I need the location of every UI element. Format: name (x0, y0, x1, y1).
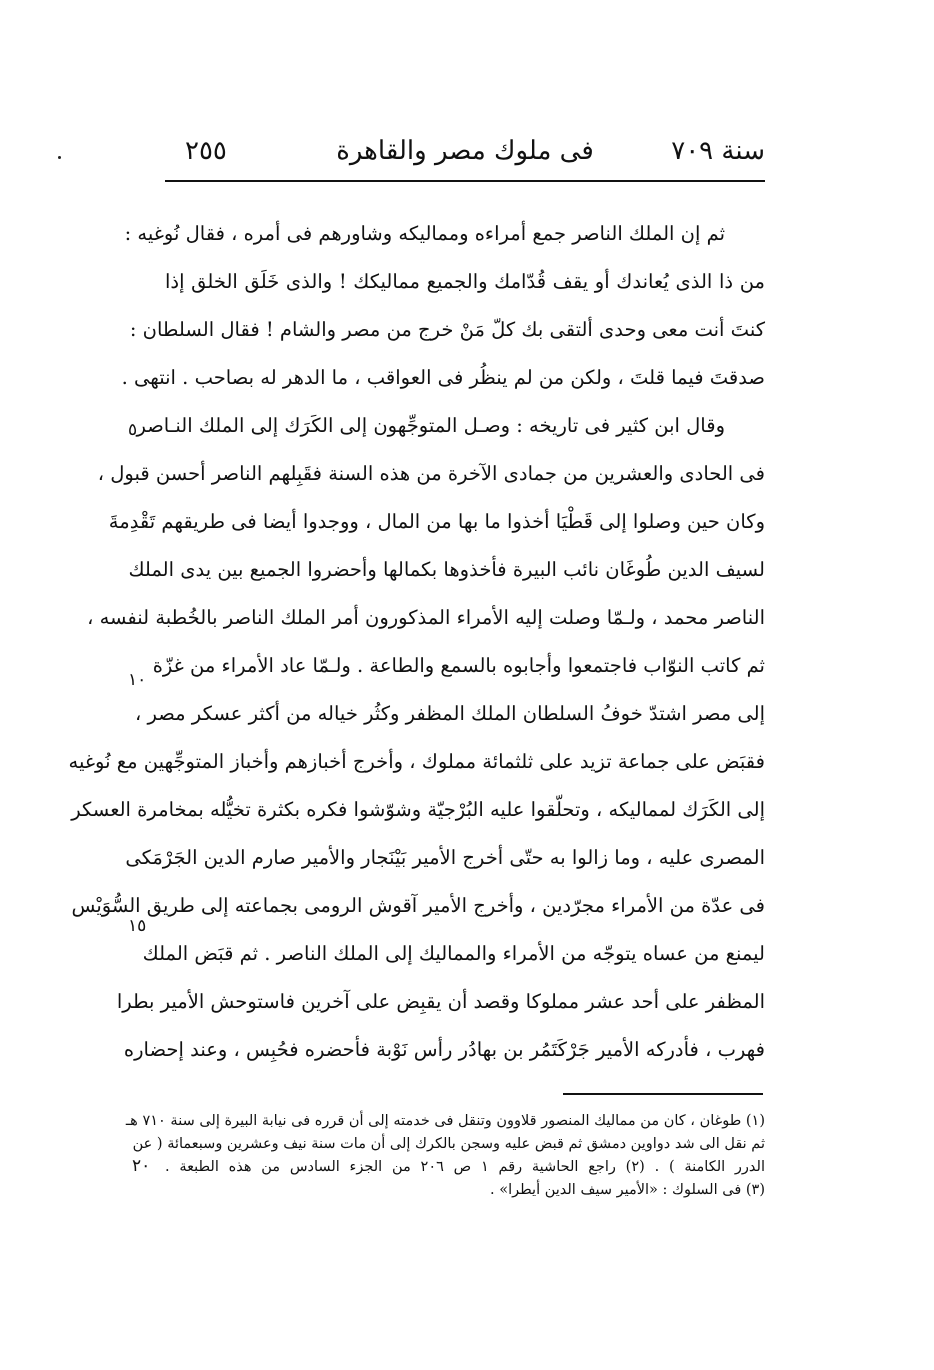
page-number: ٢٥٥ (185, 136, 227, 166)
line-number-marker: ١٠ (128, 670, 147, 690)
text-line: المصرى عليه ، وما زالوا به حتّى أخرج الأمير بَيْنَجار والأمير صارم الدين الجَرْمَكى (125, 846, 765, 869)
text-line: ثم كاتب النوّاب فاجتمعوا وأجابوه بالسمع والطاعة . ولـمّا عاد الأمراء من غزّة (152, 654, 765, 677)
text-line: إلى الكَرَك لمماليكه ، وتحلّقوا عليه البُرْجيّة وشوّشوا فكره بكثرة تخيُّله بمخامرة العسكر (71, 798, 765, 821)
text-line: ليمنع من عساه يتوجّه من الأمراء والمماليك إلى الملك الناصر . ثم قبَض الملك (142, 942, 765, 965)
header-rule (165, 180, 765, 182)
stray-ink-dot (58, 156, 61, 159)
text-line: المظفر على أحد عشر مملوكا وقصد أن يقبِض على آخرين فاستوحش الأمير بطرا (116, 990, 765, 1013)
line-number-marker: ٢٠ (132, 1156, 151, 1176)
line-number-marker: ١٥ (128, 916, 147, 936)
text-line: ثم إن الملك الناصر جمع أمراءه ومماليكه وشاورهم فى أمره ، فقال نُوغيه : (124, 222, 725, 245)
text-line: وكان حين وصلوا إلى قَطْيَا أخذوا ما بها من المال ، ووجدوا أيضا فى طريقهم تَقْدِمةَ (108, 510, 765, 533)
header-title: فى ملوك مصر والقاهرة (336, 136, 594, 166)
text-line: وقال ابن كثير فى تاريخه : وصـل المتوجِّهون إلى الكَرَك إلى الملك النـاصر (136, 414, 725, 437)
page-header (165, 128, 765, 176)
text-line: فهرب ، فأدركه الأمير جَرْكَتَمُر بن بهادُر رأس نَوْبة فأحضره فحُبِس ، وعند إحضاره (123, 1038, 765, 1061)
text-line: الناصر محمد ، ولـمّا وصلت إليه الأمراء المذكورون أمر الملك الناصر بالخُطبة لنفسه ، (87, 606, 765, 629)
header-year: سنة ٧٠٩ (671, 136, 765, 166)
footnotes (125, 1110, 765, 1202)
text-line: من ذا الذى يُعاندك أو يقف قُدّامك والجميع مماليكك ! والذى خَلَق الخلق إذا (165, 270, 765, 293)
text-line: فى الحادى والعشرين من جمادى الآخرة من هذه السنة فقَبِلهم الناصر أحسن قبول ، (97, 462, 765, 485)
text-line: فى عدّة من الأمراء مجرّدين ، وأخرج الأمير آقوش الرومى بجماعته إلى طريق السُّوَيْس (71, 894, 765, 917)
text-line: صدقتَ فيما قلتَ ، ولكن من لم ينظُر فى العواقب ، ما الدهر له بصاحب . انتهى . (121, 366, 765, 389)
text-line: فقبَض على جماعة تزيد على ثلثمائة مملوك ، وأخرج أخبازهم وأخباز المتوجِّهين مع نُوغيه (68, 750, 765, 773)
footnote-line: ثم نقل الى شد دواوين دمشق ثم قبض عليه وسجن بالكرك إلى أن مات سنة نيف وعشرين وسبعمائة ( عن (132, 1136, 765, 1152)
text-line: لسيف الدين طُوغَان نائب البيرة فأخذوها بكمالها وأحضروا الجميع بين يدى الملك (128, 558, 765, 581)
footnote-line: الدرر الكامنة ) . (٢) راجع الحاشية رقم ١ ص ٢٠٦ من الجزء السادس من هذه الطبعة . (165, 1159, 765, 1175)
line-number-marker: ٥ (128, 420, 138, 440)
footnote-line: (١) طوغان ، كان من مماليك المنصور قلاوون وتنقل فى خدمته إلى أن قرره فى نيابة البيرة إلى سنة ٧١٠ هـ (125, 1113, 765, 1129)
footnote-line: (٣) فى السلوك : «الأمير سيف الدين أيطرا» . (490, 1182, 765, 1198)
text-line: كنتَ أنت معى وحدى ألتقى بك كلّ مَنْ خرج من مصر والشام ! فقال السلطان : (129, 318, 765, 341)
text-line: إلى مصر اشتدّ خوفُ السلطان الملك المظفر وكثُر خياله من أكثر عسكر مصر ، (135, 702, 765, 725)
footnote-rule (563, 1093, 763, 1095)
